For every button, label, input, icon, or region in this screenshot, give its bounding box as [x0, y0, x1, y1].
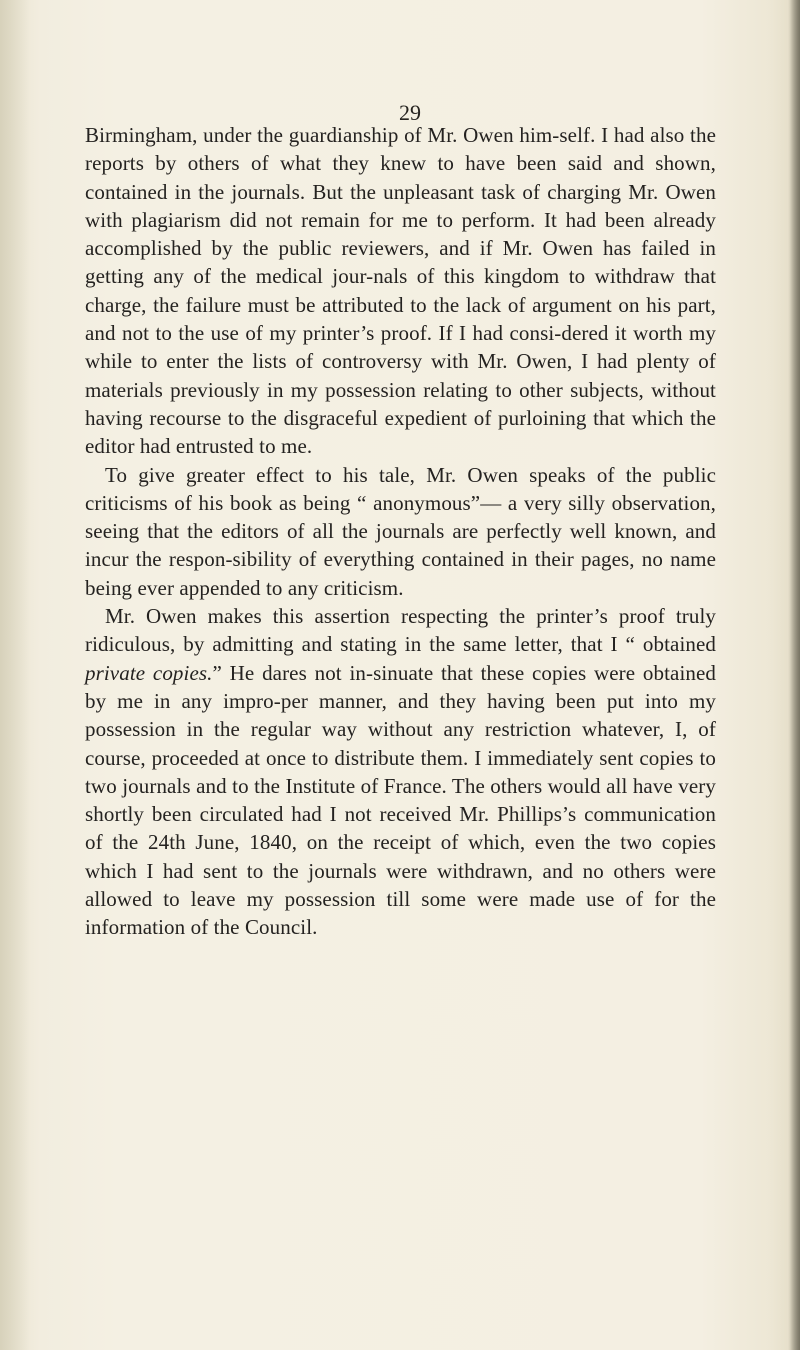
paragraph-3-text-end: ” He dares not in-sinuate that these copies were obtained by me in any impro-per manner, and they having been put into my possession in the regular way without any restriction whatever, I, of course, proceeded at once to distribute them. I immediately sent copies to two journals and to the Institute of France. The others would all have very shortly been circulated had I not received Mr. Phillips’s communication of the 24th June, 1840, on the receipt of which, even the two copies which I had sent to the journals were withdrawn, and no others were allowed to leave my possession till some were made use of for the information of the Council. — [85, 660, 716, 940]
body-text — [85, 121, 716, 942]
paragraph-2: To give greater effect to his tale, Mr. Owen speaks of the public criticisms of his book as being “ anonymous”— a very silly observation, seeing that the editors of all the journals are perfectly well known, and incur the respon-sibility of everything contained in their pages, no name being ever appended to any criticism. — [85, 462, 716, 600]
paragraph-3-text-start: Mr. Owen makes this assertion respecting the printer’s proof truly ridiculous, by admitting and stating in the same letter, that I “ obtained — [85, 604, 716, 657]
page-gutter-shadow — [0, 0, 30, 1350]
paragraph-3 — [85, 602, 716, 942]
paragraph-1: Birmingham, under the guardianship of Mr. Owen him-self. I had also the reports by others of what they knew to have been said and shown, contained in the journals. But the unpleasant task of charging Mr. Owen with plagiarism did not remain for me to perform. It had been already accomplished by the public reviewers, and if Mr. Owen has failed in getting any of the medical jour-nals of this kingdom to withdraw that charge, the failure must be attributed to the lack of argument on his part, and not to the use of my printer’s proof. If I had consi-dered it worth my while to enter the lists of controversy with Mr. Owen, I had plenty of materials previously in my possession relating to other subjects, without having recourse to the disgraceful expedient of purloining that which the editor had entrusted to me. — [85, 123, 716, 459]
page-number: 29 — [399, 100, 421, 125]
paragraph-3-italic-phrase: private copies. — [85, 660, 213, 685]
page-edge — [788, 0, 800, 1350]
